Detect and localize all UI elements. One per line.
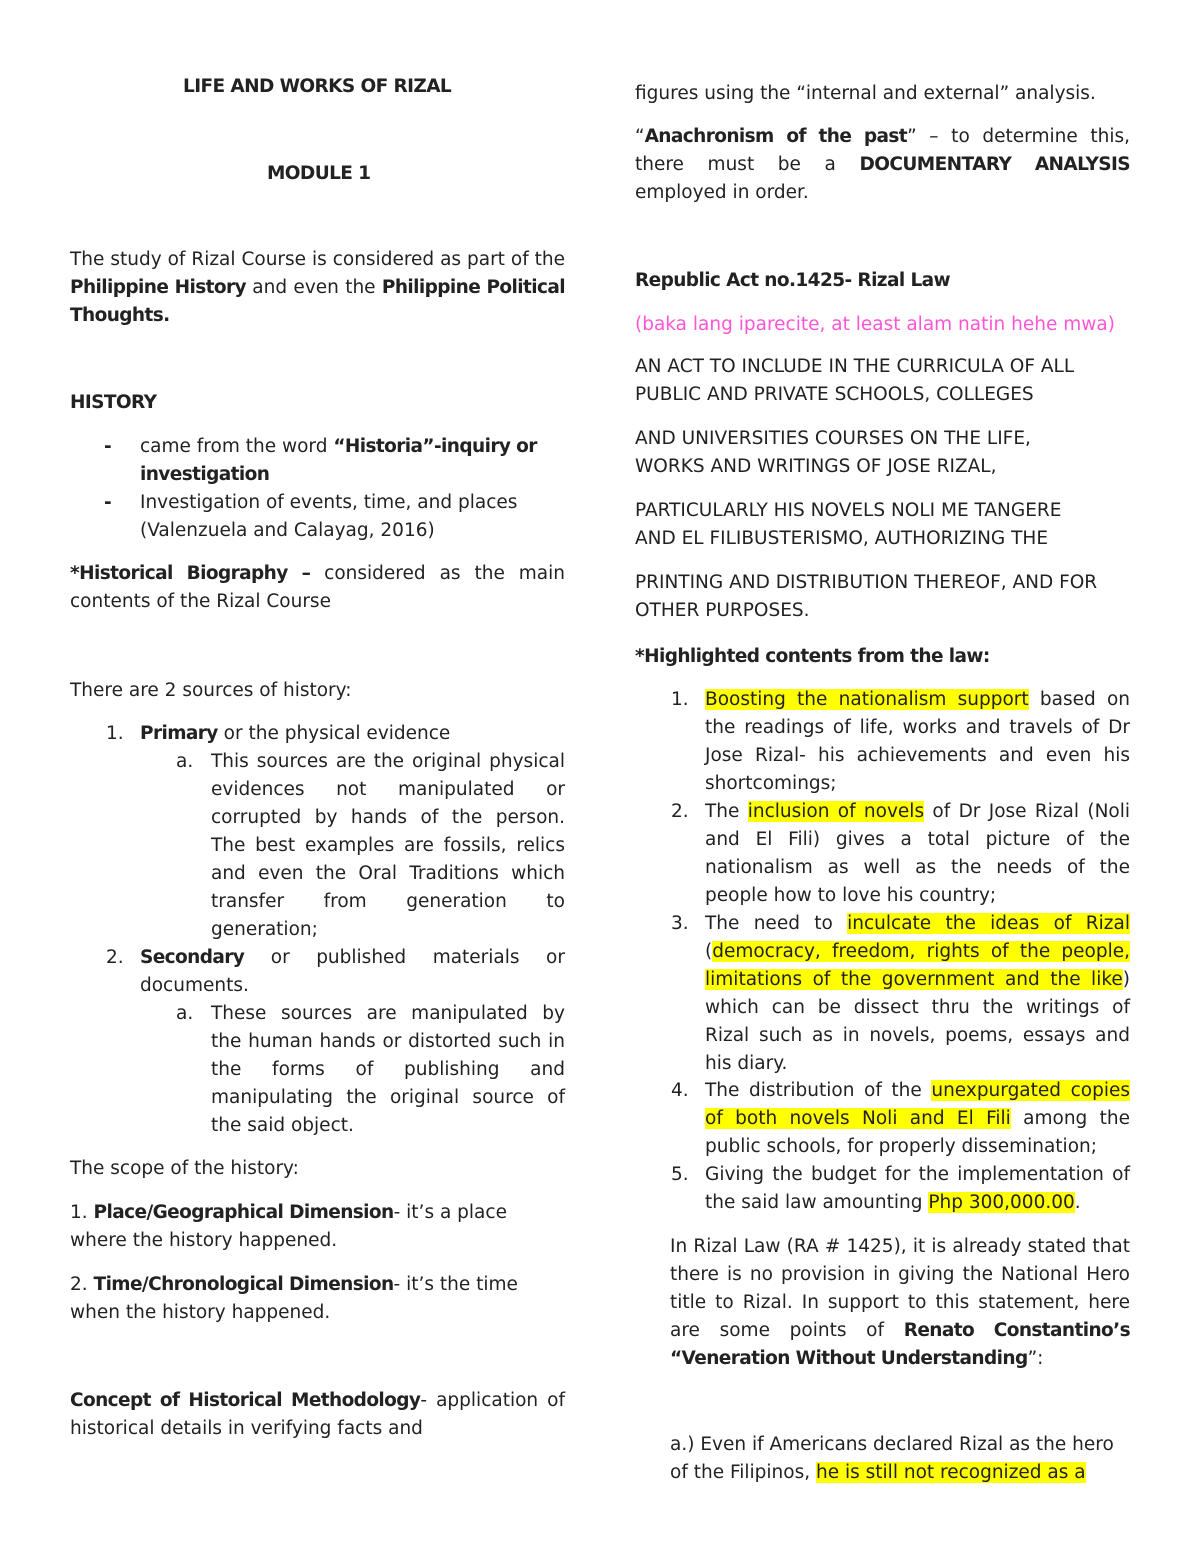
historical-biography-text: considered as the main contents of the Rizal Course bbox=[70, 563, 565, 612]
point-a-highlight: he is still not recognized as a bbox=[816, 1462, 1086, 1483]
law-item-num-2: 2. bbox=[671, 801, 689, 822]
module-heading-text: MODULE 1 bbox=[267, 163, 371, 184]
law-item-5-highlight: Php 300,000.00 bbox=[928, 1192, 1075, 1213]
intro-text-mid: and even the bbox=[245, 277, 382, 298]
source-secondary-bold: Secondary bbox=[140, 947, 245, 968]
pink-note-text: (baka lang iparecite, at least alam natin hehe mwa) bbox=[635, 314, 1115, 335]
scope-intro bbox=[70, 1155, 299, 1183]
historical-methodology-bold: Concept of Historical Methodology bbox=[70, 1390, 421, 1411]
law-item-2 bbox=[705, 798, 1130, 910]
continued-text bbox=[635, 80, 1130, 108]
source-primary-sub bbox=[211, 748, 565, 944]
source-secondary-sub bbox=[211, 1000, 565, 1140]
history-heading bbox=[70, 389, 156, 417]
law-item-1 bbox=[705, 686, 1130, 798]
law-item-3-paren: ( bbox=[705, 941, 713, 962]
law-item-3-highlight-ideas: inculcate the ideas of Rizal bbox=[847, 913, 1130, 934]
highlighted-heading bbox=[635, 643, 990, 671]
republic-act-heading-text: Republic Act no.1425- Rizal Law bbox=[635, 270, 951, 291]
scope-item-1-text: - it’s a place where the history happened. bbox=[70, 1202, 507, 1251]
law-item-num-3: 3. bbox=[671, 913, 689, 934]
historical-biography-bold: *Historical Biography – bbox=[70, 563, 311, 584]
source-secondary-sub-letter: a. bbox=[176, 1003, 194, 1024]
sources-intro bbox=[70, 677, 352, 705]
source-secondary bbox=[140, 944, 565, 1000]
source-primary-text: or the physical evidence bbox=[217, 723, 451, 744]
republic-act-heading bbox=[635, 267, 950, 295]
source-num-2: 2. bbox=[106, 947, 124, 968]
pink-note bbox=[635, 311, 1130, 339]
module-heading bbox=[267, 160, 467, 188]
scope-item-1-num: 1. bbox=[70, 1202, 94, 1223]
law-item-1-highlight: Boosting the nationalism support bbox=[705, 689, 1029, 710]
history-bullet-1 bbox=[140, 433, 565, 489]
point-a bbox=[670, 1431, 1130, 1487]
law-item-5-text-pre: Giving the budget for the implementation of the said law amounting bbox=[705, 1164, 1130, 1213]
source-primary-sub-letter: a. bbox=[176, 751, 194, 772]
law-item-4-highlight: unexpurgated copies of both novels Noli and El Fili bbox=[705, 1080, 1130, 1129]
scope-item-2-text: - it’s the time when the history happened. bbox=[70, 1274, 518, 1323]
scope-item-2 bbox=[70, 1271, 520, 1327]
document-title-text: LIFE AND WORKS OF RIZAL bbox=[183, 76, 452, 97]
bullet-dash-2: - bbox=[104, 492, 112, 513]
law-item-3-text: ) which can be dissect thru the writings of Rizal such as in novels, poems, essays and his diary. bbox=[705, 969, 1130, 1074]
source-primary-bold: Primary bbox=[140, 723, 218, 744]
intro-text: The study of Rizal Course is considered as part of the bbox=[70, 249, 565, 270]
law-item-2-text-pre: The bbox=[705, 801, 748, 822]
scope-item-2-bold: Time/Chronological Dimension bbox=[93, 1274, 394, 1295]
act-title-2-text: AND UNIVERSITIES COURSES ON THE LIFE, WORKS AND WRITINGS OF JOSE RIZAL, bbox=[635, 428, 1031, 477]
rizal-law-paragraph bbox=[670, 1233, 1130, 1373]
scope-item-1-bold: Place/Geographical Dimension bbox=[93, 1202, 394, 1223]
history-heading-text: HISTORY bbox=[70, 392, 157, 413]
law-item-3-text-pre: The need to bbox=[705, 913, 848, 934]
law-item-1-text: based on the readings of life, works and travels of Dr Jose Rizal- his achievements and even his shortcomings; bbox=[705, 689, 1131, 794]
law-item-3-highlight-list: democracy, freedom, rights of the people, limitations of the government and the like bbox=[705, 941, 1130, 990]
anachronism-text-end: employed in order. bbox=[635, 182, 809, 203]
act-title-3 bbox=[635, 497, 1105, 553]
law-item-2-text: of Dr Jose Rizal (Noli and El Fili) gives a total picture of the nationalism as well as the needs of the people how to love his country; bbox=[705, 801, 1131, 906]
law-item-num-5: 5. bbox=[671, 1164, 689, 1185]
history-bullet-1-text: came from the word bbox=[140, 436, 334, 457]
act-title-3-text: PARTICULARLY HIS NOVELS NOLI ME TANGERE AND EL FILIBUSTERISMO, AUTHORIZING THE bbox=[635, 500, 1062, 549]
historical-methodology bbox=[70, 1387, 565, 1443]
anachronism-text: ” – to determine this, there must be a bbox=[635, 126, 1130, 175]
anachronism-bold: Anachronism of the past bbox=[644, 126, 908, 147]
highlighted-heading-text: *Highlighted contents from the law: bbox=[635, 646, 990, 667]
scope-item-1 bbox=[70, 1199, 510, 1255]
law-item-5 bbox=[705, 1161, 1130, 1217]
source-secondary-text: or published materials or documents. bbox=[140, 947, 565, 996]
law-item-4-text-pre: The distribution of the bbox=[705, 1080, 932, 1101]
source-primary bbox=[140, 720, 565, 748]
act-title-2 bbox=[635, 425, 1085, 481]
law-item-3 bbox=[705, 910, 1130, 1078]
law-item-num-4: 4. bbox=[671, 1080, 689, 1101]
anachronism-paragraph bbox=[635, 123, 1130, 207]
law-item-5-text: . bbox=[1074, 1192, 1081, 1213]
history-bullet-2 bbox=[140, 489, 540, 545]
scope-item-2-num: 2. bbox=[70, 1274, 94, 1295]
history-bullet-1-bold: “Historia”-inquiry or investigation bbox=[140, 436, 537, 485]
point-a-text: a.) Even if Americans declared Rizal as the hero of the Filipinos, bbox=[670, 1434, 1114, 1483]
rizal-law-text: In Rizal Law (RA # 1425), it is already stated that there is no provision in giving the National Hero title to Rizal. In support to this statement, here are some points of bbox=[670, 1236, 1130, 1341]
law-item-4-text: among the public schools, for properly dissemination; bbox=[705, 1108, 1130, 1157]
act-title-1 bbox=[635, 353, 1115, 409]
historical-methodology-text: - application of historical details in verifying facts and bbox=[70, 1390, 565, 1439]
source-secondary-sub-text: These sources are manipulated by the human hands or distorted such in the forms of publishing and manipulating the original source of the said object. bbox=[211, 1003, 565, 1136]
history-bullet-2-text: Investigation of events, time, and places (Valenzuela and Calayag, 2016) bbox=[140, 492, 518, 541]
intro-paragraph bbox=[70, 246, 565, 330]
documentary-analysis-bold: DOCUMENTARY ANALYSIS bbox=[859, 154, 1130, 175]
document-title bbox=[183, 73, 483, 101]
continued-text-body: figures using the “internal and external” analysis. bbox=[635, 83, 1096, 104]
act-title-4-text: PRINTING AND DISTRIBUTION THEREOF, AND FOR OTHER PURPOSES. bbox=[635, 572, 1098, 621]
intro-bold-political: Philippine Political Thoughts. bbox=[70, 277, 566, 326]
scope-intro-text: The scope of the history: bbox=[70, 1158, 299, 1179]
intro-bold-history: Philippine History bbox=[70, 277, 246, 298]
law-item-2-highlight: inclusion of novels bbox=[747, 801, 925, 822]
rizal-law-text-end: ”: bbox=[1027, 1348, 1044, 1369]
source-primary-sub-text: This sources are the original physical evidences not manipulated or corrupted by hands of the person. The best examples are fossils, relics and even the Oral Traditions which transfer from generation to generation; bbox=[211, 751, 565, 940]
anachronism-quote: “ bbox=[635, 126, 645, 147]
law-item-4 bbox=[705, 1077, 1130, 1161]
act-title-4 bbox=[635, 569, 1130, 625]
constantino-bold: Renato Constantino’s “Veneration Without Understanding bbox=[670, 1320, 1131, 1369]
sources-intro-text: There are 2 sources of history: bbox=[70, 680, 352, 701]
source-num-1: 1. bbox=[106, 723, 124, 744]
historical-biography bbox=[70, 560, 565, 616]
bullet-dash-1: - bbox=[104, 436, 112, 457]
act-title-1-text: AN ACT TO INCLUDE IN THE CURRICULA OF ALL PUBLIC AND PRIVATE SCHOOLS, COLLEGES bbox=[635, 356, 1075, 405]
law-item-num-1: 1. bbox=[671, 689, 689, 710]
